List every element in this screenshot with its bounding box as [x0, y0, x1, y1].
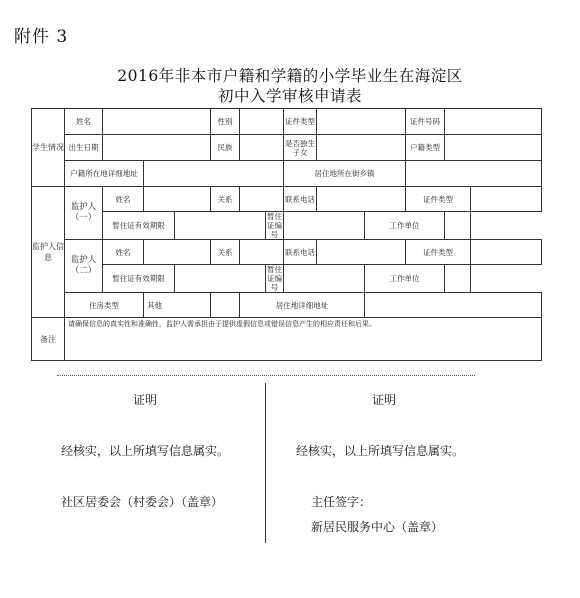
guardian1-work-unit-field[interactable]	[445, 212, 471, 240]
student-id-number-label: 证件号码	[406, 109, 445, 135]
student-gender-label: 性别	[211, 109, 240, 135]
guardian2-permit-valid-field[interactable]	[175, 265, 266, 293]
guardian1-permit-valid-field[interactable]	[175, 212, 266, 240]
director-signature-label: 主任签字：	[311, 495, 372, 509]
guardian1-label: 监护人（一）	[65, 187, 103, 240]
right-proof-title: 证明	[372, 393, 397, 407]
guardian2-relation-field[interactable]	[240, 240, 284, 265]
guardian2-permit-number-label: 暂住证编号	[267, 265, 283, 292]
guardian1-id-type-field[interactable]	[471, 187, 542, 212]
student-birth-label: 出生日期	[65, 135, 103, 161]
guardian2-permit-valid-label: 暂住证有效期限	[103, 265, 175, 293]
remarks-section-label: 备注	[32, 318, 65, 361]
guardian2-label: 监护人（二）	[65, 240, 103, 293]
student-name-field[interactable]	[103, 109, 211, 135]
guardian2-id-type-field[interactable]	[471, 240, 542, 265]
guardian1-name-field[interactable]	[144, 187, 211, 212]
guardian2-work-unit-field[interactable]	[445, 265, 471, 293]
student-only-child-field[interactable]	[317, 135, 406, 161]
residence-street-field[interactable]	[406, 161, 542, 187]
guardian1-relation-field[interactable]	[240, 187, 284, 212]
guardian2-name-field[interactable]	[144, 240, 211, 265]
guardian2-work-unit-label: 工作单位	[365, 265, 445, 293]
student-name-label: 姓名	[65, 109, 103, 135]
student-gender-field[interactable]	[240, 109, 284, 135]
student-id-type-label: 证件类型	[284, 109, 317, 135]
guardian2-phone-field[interactable]	[317, 240, 406, 265]
panel-divider	[265, 383, 266, 543]
guardian1-work-unit-label: 工作单位	[365, 212, 445, 240]
housing-type-label: 住房类型	[65, 293, 144, 318]
student-only-child-label: 是否独生子女	[284, 135, 317, 161]
residence-address-label: 居住地详细地址	[240, 293, 365, 318]
guardian1-phone-label: 联系电话	[284, 187, 317, 212]
student-section-label: 学生情况	[32, 109, 65, 187]
guardian1-id-type-label: 证件类型	[406, 187, 471, 212]
guardian1-permit-number-label: 暂住证编号	[267, 212, 283, 239]
form-title-line2: 初中入学审核申请表	[217, 87, 362, 105]
housing-type-other[interactable]: 其他	[144, 293, 211, 318]
guardian1-relation-label: 关系	[211, 187, 240, 212]
residence-address-field[interactable]	[365, 293, 542, 318]
housing-type-blank[interactable]	[211, 293, 240, 318]
dotted-separator	[57, 375, 475, 376]
student-household-type-label: 户籍类型	[406, 135, 445, 161]
left-verified-text: 经核实，以上所填写信息属实。	[61, 444, 230, 458]
guardian1-name-label: 姓名	[103, 187, 144, 212]
student-id-type-field[interactable]	[317, 109, 406, 135]
household-address-label: 户籍所在地详细地址	[65, 161, 144, 187]
application-form-table	[31, 108, 542, 361]
guardian2-id-type-label: 证件类型	[406, 240, 471, 265]
student-household-type-field[interactable]	[445, 135, 542, 161]
guardian1-permit-number-field[interactable]	[284, 212, 365, 240]
attachment-label: 附件 3	[14, 27, 69, 47]
guardian-section-label: 监护人信息	[32, 187, 65, 318]
student-id-number-field[interactable]	[445, 109, 542, 135]
right-verified-text: 经核实，以上所填写信息属实。	[296, 444, 465, 458]
left-seal-text: 社区居委会（村委会）（盖章）	[61, 495, 224, 509]
guardian2-phone-label: 联系电话	[284, 240, 317, 265]
guardian1-phone-field[interactable]	[317, 187, 406, 212]
student-birth-field[interactable]	[103, 135, 211, 161]
right-seal-text: 新居民服务中心（盖章）	[311, 520, 444, 534]
left-proof-title: 证明	[133, 393, 158, 407]
residence-street-label: 居住地所在街乡镇	[284, 161, 406, 187]
student-ethnicity-label: 民族	[211, 135, 240, 161]
form-title-line1: 2016年非本市户籍和学籍的小学毕业生在海淀区	[117, 67, 463, 85]
guardian1-permit-valid-label: 暂住证有效期限	[103, 212, 175, 240]
guardian2-name-label: 姓名	[103, 240, 144, 265]
remarks-text: 请确保信息的真实性和准确性，监护人需承担由于提供虚假信息或错误信息产生的相应责任和后果。	[65, 318, 542, 361]
guardian2-permit-number-field[interactable]	[284, 265, 365, 293]
guardian2-relation-label: 关系	[211, 240, 240, 265]
student-ethnicity-field[interactable]	[240, 135, 284, 161]
household-address-field[interactable]	[144, 161, 284, 187]
